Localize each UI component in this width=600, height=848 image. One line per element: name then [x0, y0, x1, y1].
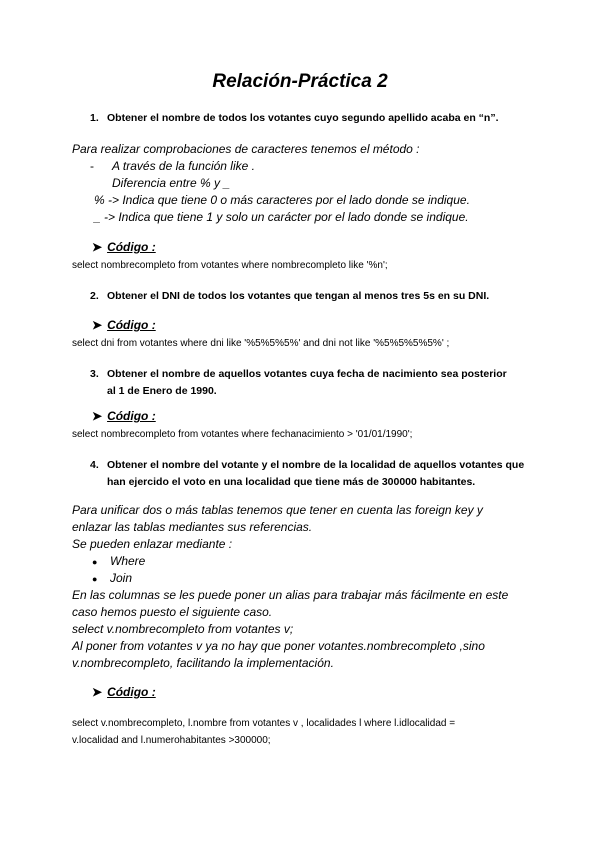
- arrow-icon: ➤: [92, 240, 103, 254]
- code-block-line: v.localidad and l.numerohabitantes >300000;: [72, 735, 271, 746]
- question-2: [90, 288, 530, 305]
- code-block: select dni from votantes where dni like '%5%5%5%' and dni not like '%5%5%5%5%' ;: [72, 338, 450, 349]
- code-label: Código :: [107, 409, 156, 423]
- dash-marker: -: [90, 159, 94, 173]
- code-heading: [92, 318, 156, 332]
- code-block-line: select v.nombrecompleto, l.nombre from votantes v , localidades l where l.idlocalidad =: [72, 718, 456, 729]
- bullet-item: Where: [110, 554, 146, 568]
- intro-line: Se pueden enlazar mediante :: [72, 537, 233, 551]
- bullet-icon: ●: [92, 574, 98, 584]
- page-title: Relación-Práctica 2: [212, 71, 388, 92]
- arrow-icon: ➤: [92, 409, 103, 423]
- intro-line: caso hemos puesto el siguiente caso.: [72, 605, 273, 619]
- code-label: Código :: [107, 240, 156, 254]
- intro-line: % -> Indica que tiene 0 o más caracteres por el lado donde se indique.: [94, 193, 470, 207]
- intro-line: v.nombrecompleto, facilitando la implementación.: [72, 656, 334, 670]
- bullet-item: Join: [110, 571, 133, 585]
- bullet-icon: ●: [92, 557, 98, 567]
- code-heading: [92, 240, 156, 254]
- intro-line: Para realizar comprobaciones de caracteres tenemos el método :: [72, 142, 420, 156]
- question-text: Obtener el nombre de aquellos votantes cuya fecha de nacimiento sea posterior al 1 de Enero de 1990.: [107, 368, 507, 397]
- question-number: 3.: [90, 368, 99, 380]
- question-number: 4.: [90, 459, 99, 471]
- intro-line: Al poner from votantes v ya no hay que poner votantes.nombrecompleto ,sino: [72, 639, 485, 653]
- question-number: 1.: [90, 112, 99, 124]
- question-1: [90, 110, 530, 127]
- code-heading: [92, 409, 156, 423]
- question-text: Obtener el nombre del votante y el nombre de la localidad de aquellos votantes que han ejercido el voto en una localidad que tiene más de 300000 habitantes.: [107, 459, 525, 488]
- intro-line: _ -> Indica que tiene 1 y solo un carácter por el lado donde se indique.: [94, 210, 469, 224]
- arrow-icon: ➤: [92, 685, 103, 699]
- code-block: select nombrecompleto from votantes where fechanacimiento > '01/01/1990';: [72, 429, 413, 440]
- intro-line: enlazar las tablas mediantes sus referencias.: [72, 520, 313, 534]
- intro-line: A través de la función like .: [112, 159, 255, 173]
- code-heading: [92, 685, 156, 699]
- question-3: [90, 366, 510, 400]
- arrow-icon: ➤: [92, 318, 103, 332]
- code-label: Código :: [107, 685, 156, 699]
- code-label: Código :: [107, 318, 156, 332]
- intro-line: Para unificar dos o más tablas tenemos que tener en cuenta las foreign key y: [72, 503, 483, 517]
- question-text: Obtener el nombre de todos los votantes cuyo segundo apellido acaba en “n”.: [107, 112, 499, 124]
- intro-line: select v.nombrecompleto from votantes v;: [72, 622, 294, 636]
- question-number: 2.: [90, 290, 99, 302]
- intro-line: En las columnas se les puede poner un alias para trabajar más fácilmente en este: [72, 588, 509, 602]
- code-block: select nombrecompleto from votantes where nombrecompleto like '%n';: [72, 260, 388, 271]
- question-text: Obtener el DNI de todos los votantes que tengan al menos tres 5s en su DNI.: [107, 290, 490, 302]
- question-4: [90, 457, 540, 491]
- intro-line: Diferencia entre % y _: [112, 176, 231, 190]
